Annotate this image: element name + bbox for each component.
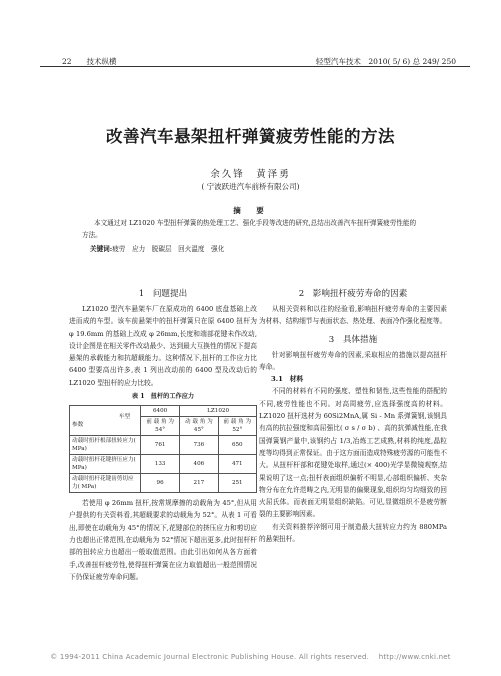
table-row [70, 474, 257, 493]
running-header [40, 55, 470, 67]
authors: 余久锋 黄泽勇 [210, 169, 291, 180]
header-right: 轻型汽车技术 2010( 5/ 6) 总 249/ 250 [315, 57, 456, 66]
table-cell: 251 [218, 474, 256, 493]
table-row-label: 动载时扭杆花键挤压应力( MPa) [70, 455, 141, 474]
paragraph: 从相关资料和以往的经验看,影响扭杆疲劳寿命的主要因素为材料、结构细节与表面状态、热处理、表面冷作强化程度等。 [259, 305, 447, 326]
table-cell: 96 [141, 474, 180, 493]
paragraph: LZ1020 型汽车悬架车厂在原成功的 6400 底盘基础上改进而成的车型。该车前悬架中的扭杆弹簧只在原 6400 扭杆为 φ 19.6mm 的基础上改成 φ 26mm,长度和端部花键未作改动,设计企图是在相关零件改动最少、达到最大互换性的情况下提高悬架的承载能力和抗超载能力。这种情况下,扭杆的工作应力比 6400 型要高出许多,表 1 列出改动前的 6400 型及改动后的 LZ1020 型扭杆的应力比较。 [69, 305, 257, 387]
copyright-footer: © 1994-2011 China Academic Journal Electronic Publishing House. All rights reserved. http://www.cnki.net [50, 653, 451, 661]
section-1-title: 1 问题提出 [138, 289, 188, 299]
paragraph: 有关资料推荐淬钢可用于制造最大扭转应力约为 880MPa 的悬架扭杆。 [259, 522, 447, 544]
table-cell: 406 [180, 455, 218, 474]
abstract-heading: 摘 要 [233, 206, 268, 215]
section-2-title: 2 影响扭杆疲劳寿命的因素 [298, 289, 408, 299]
table-group-header: 6400 [141, 406, 180, 417]
keywords [90, 243, 420, 253]
table-cell: 133 [141, 455, 180, 474]
table-corner-top: 车型 [118, 413, 131, 420]
keywords-label: 关键词: [90, 245, 113, 253]
table-caption: 表 1 扭杆的工作应力 [131, 393, 195, 401]
table-row [70, 436, 257, 455]
left-column [69, 288, 257, 583]
table-corner-bottom: 参数 [72, 421, 84, 428]
table-row-label: 动载时扭杆花键齿剪切应力( MPa) [70, 474, 141, 493]
table-cell: 650 [218, 436, 256, 455]
table-subheader: 前 载 角 为 54° [141, 417, 180, 436]
abstract-text: 本文通过对 LZ1020 车型扭杆弹簧的热处理工艺、强化手段等改进的研究,总结出改善汽车扭杆弹簧疲劳性能的方法。 [82, 219, 417, 239]
header-left: 22 技术纵横 [62, 57, 117, 66]
paper-title: 改善汽车悬架扭杆弹簧疲劳性能的方法 [106, 127, 395, 146]
table-subheader: 动 载 角 为 45° [180, 417, 218, 436]
stress-table [69, 405, 257, 493]
table-cell: 217 [180, 474, 218, 493]
paragraph: 若使用 φ 26mm 扭杆,按常规摩擦的动载角为 45°,但从用户提供的有关资料看,其超载要求的动载角为 52°。从表 1 可看出,即使在动载角为 45°的情况下,花键部位的挤压应力和剪切应力也超出正常范围,在动载角为 52°情况下超出更多,此时扭杆杆部的扭转应力也超出一般取值范围。由此引出如何从各方面着手,改善扭杆疲劳性,使得扭杆弹簧在应力取值超出一般范围情况下仍保证疲劳寿命问题。 [69, 499, 257, 581]
keywords-list: 疲劳 应力 脱碳层 回火温度 强化 [112, 245, 225, 253]
table-cell: 736 [180, 436, 218, 455]
table-subheader: 前 载 角 为 52° [218, 417, 256, 436]
section-3-1-title: 3.1 材料 [271, 375, 304, 384]
table-row [70, 455, 257, 474]
table-row-label: 动载时扭杆根部扭转应力( MPa) [70, 436, 141, 455]
paragraph: 针对影响扭杆疲劳寿命的因素,采取相应的措施以提高扭杆寿命。 [259, 350, 447, 371]
table-corner [70, 406, 141, 436]
table-cell: 761 [141, 436, 180, 455]
right-column [259, 288, 447, 545]
affiliation: ( 宁波跃进汽车前桥有限公司) [201, 182, 300, 191]
paragraph: 不同的材料有不同的强度、塑性和韧性,这些性能的搭配的不同,疲劳性能也不同。对高周疲劳,应选择强度高的材料。LZ1020 扭杆选材为 60Si2MnA,属 Si - Mn 系弹簧钢,该钢具有高的抗拉强度和高屈强比( σ s / σ b) 、高的抗弹减性能,在我国弹簧钢产量中,该钢约占 1/3,冶炼工艺成熟,材料的纯度,晶粒度等均得到正常保证。由于这方面而造成特殊疲劳源的可能性不大。从扭杆杆部和花键处取样,通过(× 400)光学显微镜观察,结果说明了这一点;扭杆表面组织偏析不明显,心部组织偏析、夹杂物分布在允许范畴之内,无明显的偏聚现象,组织均匀均细致的回火屈氏体。而表面无明显组织缺陷。可见,显微组织不是疲劳断裂的主要影响因素。 [259, 387, 447, 519]
section-3-title: 3 具体措施 [328, 334, 378, 345]
table-cell: 471 [218, 455, 256, 474]
table-group-header: LZ1020 [180, 406, 257, 417]
